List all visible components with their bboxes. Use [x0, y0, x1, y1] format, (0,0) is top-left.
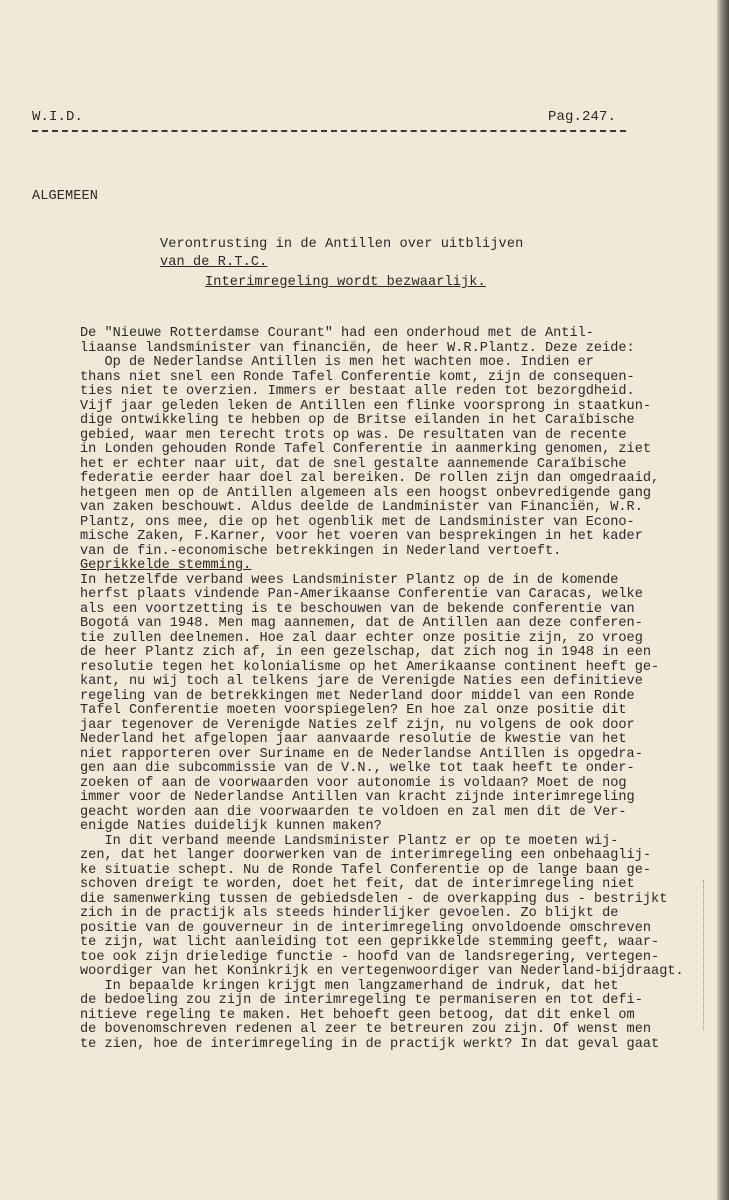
title-line-2: van de R.T.C. — [160, 255, 268, 270]
page-number: Pag.247. — [548, 109, 617, 125]
article-body — [80, 327, 684, 1052]
subheading: Geprikkelde stemming. — [80, 558, 252, 573]
margin-mark — [703, 880, 707, 1030]
header-divider — [32, 130, 626, 132]
paragraph-4: In bepaalde kringen krijgt men langzamerhand de indruk, dat het de bedoeling zou zijn de interimregeling te permaniseren en tot defi- nitieve regeling te maken. Het behoeft geen betoog, dat dit enkel om de bovenomschreven redenen al zeer te betreuren zou zijn. Of wenst men te zien, hoe de interimregeling in de practijk werkt? In dat geval gaat — [80, 978, 660, 1052]
paragraph-2: In hetzelfde verband wees Landsminister Plantz op de in de komende herfst plaats vindende Pan-Amerikaanse Conferentie van Caracas, welke als een voortzetting is te beschouwen van de bekende conferentie van Bogotá van 1948. Men mag aannemen, dat de Antillen aan deze conferen- tie zullen deelnemen. Hoe zal daar echter onze positie zijn, zo vroeg de heer Plantz zich af, in een gezelschap, dat zich nog in 1948 in een resolutie tegen het kolonialisme op het Amerikaanse continent heeft ge- kant, nu wij toch al telkens jare de Verenigde Naties een definitieve regeling van de betrekkingen met Nederland door middel van een Ronde Tafel Conferentie moeten voorspiegelen? En hoe zal onze positie dit jaar tegenover de Verenigde Naties zelf zijn, nu volgens de ook door Nederland het afgelopen jaar aanvaarde resolutie de kwestie van het niet rapporteren over Suriname en de Nederlandse Antillen is opgedra- gen aan die subcommissie van de V.N., welke tot taak heeft te onder- zoeken of aan de voorwaarden voor autonomie is voldaan? Moet de nog immer voor de Nederlandse Antillen van kracht zijnde interimregeling geacht worden aan die voorwaarden te voldoen en zal men dit de Ver- enigde Naties duidelijk kunnen maken? — [80, 572, 660, 834]
page-edge-shadow — [717, 0, 729, 1200]
paragraph-1: De "Nieuwe Rotterdamse Courant" had een onderhoud met de Antil- liaanse landsminister van financiën, de heer W.R.Plantz. Deze zeide: Op de Nederlandse Antillen is men het wachten moe. Indien er thans niet snel een Ronde Tafel Conferentie komt, zijn de consequen- ties niet te overzien. Immers er bestaat alle reden tot bezorgdheid. Vijf jaar geleden leken de Antillen een flinke voorsprong in staatkun- dige ontwikkeling te hebben op de Britse eilanden in het Caraïbische gebied, waar men terecht trots op was. De resultaten van de recente in Londen gehouden Ronde Tafel Conferentie in aanmerking genomen, ziet het er echter naar uit, dat de snel gestalte aannemende Caraïbische federatie eerder haar doel zal bereiken. De rollen zijn dan omgedraaid, hetgeen men op de Antillen algemeen als een hoogst onbevredigende gang van zaken beschouwt. Aldus deelde de Landminister van Financiën, W.R. Plantz, ons mee, die op het ogenblik met de Landsminister van Econo- mische Zaken, F.Karner, voor het voeren van besprekingen in het kader van de fin.-economische betrekkingen in Nederland vertoeft. — [80, 326, 660, 559]
title-line-3: Interimregeling wordt bezwaarlijk. — [205, 275, 486, 290]
header-left: W.I.D. — [32, 109, 84, 125]
section-heading: ALGEMEEN — [32, 189, 99, 204]
title-line-1: Verontrusting in de Antillen over uitblijven — [160, 237, 524, 252]
paragraph-3: In dit verband meende Landsminister Plantz er op te moeten wij- zen, dat het langer doorwerken van de interimregeling een onbehaaglij- ke situatie schept. Nu de Ronde Tafel Conferentie op de lange baan ge- schoven dreigt te worden, doet het feit, dat de interimregeling niet die samenwerking tussen de gebiedsdelen - de overkapping dus - bestrijkt zich in de practijk als steeds hinderlijker gevoelen. Zo blijkt de positie van de gouverneur in de interimregeling onvoldoende omschreven te zijn, wat licht aanleiding tot een geprikkelde stemming geeft, waar- toe ook zijn drieledige functie - hoofd van de landsregering, vertegen- woordiger van het Koninkrijk en vertegenwoordiger van Nederland-bijdraagt. — [80, 833, 684, 979]
